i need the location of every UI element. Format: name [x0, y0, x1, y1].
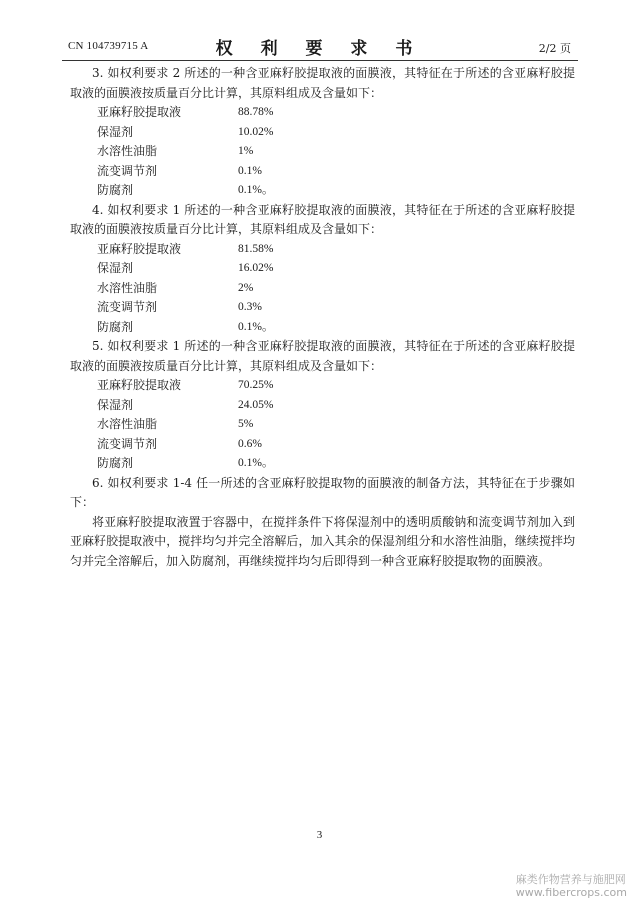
ingredient-row	[70, 103, 575, 123]
ingredient-value: 24.05%	[238, 398, 274, 411]
ingredient-value: 0.1%	[238, 164, 262, 177]
claim-3-text: 3. 如权利要求 2 所述的一种含亚麻籽胶提取液的面膜液，其特征在于所述的含亚麻籽胶提取液的面膜液按质量百分比计算，其原料组成及含量如下：	[70, 66, 575, 100]
page-number: 3	[316, 829, 323, 841]
watermark	[516, 873, 627, 899]
claims-body	[70, 64, 575, 571]
ingredient-row	[70, 376, 575, 396]
ingredient-value: 81.58%	[238, 242, 274, 255]
ingredient-row	[70, 123, 575, 143]
ingredient-name: 水溶性油脂	[97, 144, 158, 158]
document-number: CN 104739715 A	[68, 40, 149, 52]
claim-5-text: 5. 如权利要求 1 所述的一种含亚麻籽胶提取液的面膜液，其特征在于所述的含亚麻籽胶提取液的面膜液按质量百分比计算，其原料组成及含量如下：	[70, 339, 575, 373]
ingredient-value: 0.1%。	[238, 184, 274, 196]
claim-6-text: 6. 如权利要求 1-4 任一所述的含亚麻籽胶提取物的面膜液的制备方法，其特征在于步骤如下：	[70, 475, 575, 509]
ingredient-value: 70.25%	[238, 379, 274, 391]
ingredient-name: 保湿剂	[97, 261, 134, 275]
claim-3-ingredients	[70, 103, 575, 201]
ingredient-name: 流变调节剂	[97, 163, 158, 178]
ingredient-row	[70, 435, 575, 455]
ingredient-row	[70, 240, 575, 260]
ingredient-row	[70, 396, 575, 416]
ingredient-name: 水溶性油脂	[97, 280, 158, 295]
ingredient-row	[70, 415, 575, 435]
ingredient-value: 0.1%。	[238, 320, 274, 333]
ingredient-name: 防腐剂	[97, 183, 134, 197]
ingredient-value: 10.02%	[238, 125, 274, 138]
ingredient-row	[70, 318, 575, 338]
ingredient-name: 亚麻籽胶提取液	[97, 241, 182, 256]
watermark-line-1: 麻类作物营养与施肥网	[515, 873, 626, 886]
header-divider	[62, 60, 578, 61]
ingredient-value: 0.1%。	[238, 457, 274, 469]
ingredient-value: 5%	[238, 418, 254, 430]
ingredient-row	[70, 279, 575, 299]
ingredient-name: 保湿剂	[97, 124, 134, 139]
ingredient-name: 亚麻籽胶提取液	[97, 378, 182, 392]
claim-5-ingredients	[70, 376, 575, 474]
claim-6-body: 将亚麻籽胶提取液置于容器中，在搅拌条件下将保湿剂中的透明质酸钠和流变调节剂加入到亚麻籽胶提取液中，搅拌均匀并完全溶解后，加入其余的保湿剂组分和水溶性油脂，继续搅拌均匀并完全溶解后，加入防腐剂，再继续搅拌均匀后即得到一种含亚麻籽胶提取物的面膜液。	[70, 514, 575, 568]
ingredient-row	[70, 142, 575, 162]
ingredient-row	[70, 259, 575, 279]
ingredient-name: 水溶性油脂	[97, 417, 158, 431]
ingredient-name: 保湿剂	[97, 397, 134, 412]
ingredient-name: 流变调节剂	[97, 300, 158, 314]
claim-4-text: 4. 如权利要求 1 所述的一种含亚麻籽胶提取液的面膜液，其特征在于所述的含亚麻籽胶提取液的面膜液按质量百分比计算，其原料组成及含量如下：	[70, 202, 575, 236]
watermark-line-2: www.fibercrops.com	[515, 886, 627, 899]
ingredient-value: 1%	[238, 145, 254, 157]
ingredient-value: 2%	[238, 281, 254, 294]
ingredient-value: 88.78%	[238, 106, 274, 118]
ingredient-name: 亚麻籽胶提取液	[97, 105, 182, 119]
ingredient-value: 0.3%	[238, 301, 262, 313]
ingredient-row	[70, 454, 575, 474]
ingredient-name: 防腐剂	[97, 456, 134, 470]
ingredient-row	[70, 181, 575, 201]
ingredient-name: 防腐剂	[97, 319, 134, 334]
ingredient-value: 0.6%	[238, 437, 262, 450]
page-indicator: 2/2 页	[538, 42, 571, 55]
page-title: 权 利 要 求 书	[215, 39, 424, 59]
ingredient-row	[70, 162, 575, 182]
ingredient-value: 16.02%	[238, 262, 274, 274]
claim-4-ingredients	[70, 240, 575, 338]
ingredient-row	[70, 298, 575, 318]
ingredient-name: 流变调节剂	[97, 436, 158, 451]
